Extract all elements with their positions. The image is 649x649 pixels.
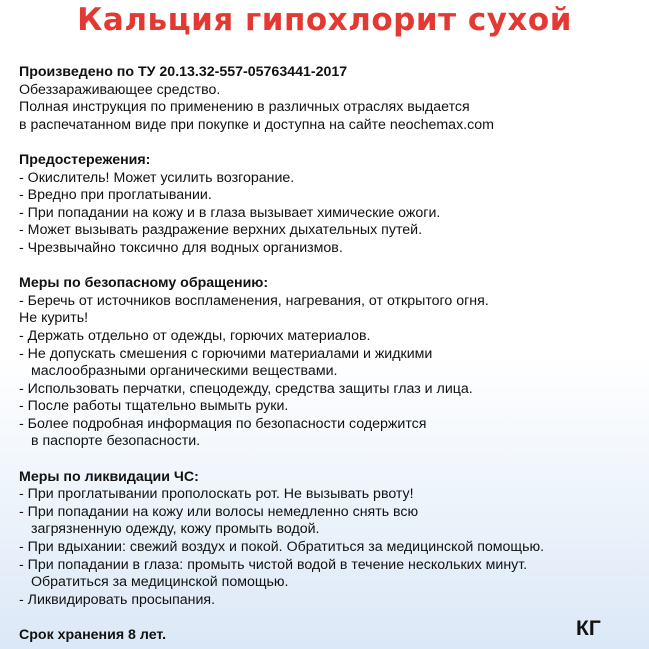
shelf-life: Срок хранения 8 лет. [19,627,167,643]
spacer [19,134,644,152]
emergency-heading: Меры по ликвидации ЧС: [19,468,199,485]
precaution-item: - Вредно при проглатывании. [19,187,212,204]
precaution-item: - При попадании на кожу и в глаза вызывает химические ожоги. [19,204,441,221]
intro-line: Полная инструкция по применению в различных отраслях выдается [19,99,470,116]
unit-kg-label: КГ [576,617,601,640]
product-title: Кальция гипохлорит сухой [77,2,572,38]
spacer [19,451,644,469]
safe-handling-line: маслообразными органическими веществами. [31,363,338,380]
safe-handling-line: - Держать отдельно от одежды, горючих материалов. [19,327,371,344]
spacer [19,609,644,627]
precaution-item: - Чрезвычайно токсично для водных организмов. [19,239,343,256]
safe-handling-line: Не курить! [19,310,89,327]
emergency-line: - Ликвидировать просыпания. [19,591,216,608]
precaution-item: - Может вызывать раздражение верхних дыхательных путей. [19,222,423,239]
emergency-line: - При вдыхании: свежий воздух и покой. Обратиться за медицинской помощью. [19,539,545,556]
label-body [19,64,644,645]
produced-spec: Произведено по ТУ 20.13.32-557-05763441-2017 [19,64,348,80]
emergency-line: Обратиться за медицинской помощью. [31,574,289,591]
safe-handling-line: - Беречь от источников воспламенения, нагревания, от открытого огня. [19,292,489,309]
intro-line: Обеззараживающее средство. [19,81,221,98]
precautions-heading: Предостережения: [19,151,151,168]
safe-handling-heading: Меры по безопасному обращению: [19,275,269,292]
emergency-line: - При попадании на кожу или волосы немедленно снять всю [19,503,419,520]
precaution-item: - Окислитель! Может усилить возгорание. [19,169,295,186]
emergency-line: - При попадании в глаза: промыть чистой водой в течение нескольких минут. [19,556,528,573]
spacer [19,258,644,276]
intro-line: в распечатанном виде при покупке и доступна на сайте neochemax.com [19,116,494,133]
safe-handling-line: - Использовать перчатки, спецодежду, средства защиты глаз и лица. [19,380,473,397]
emergency-line: загрязненную одежду, кожу промыть водой. [31,521,320,538]
safe-handling-line: - Более подробная информация по безопасности содержится [19,415,427,432]
safe-handling-line: - Не допускать смешения с горючими материалами и жидкими [19,345,433,362]
emergency-line: - При проглатывании прополоскать рот. Не вызывать рвоту! [19,486,414,503]
safe-handling-line: - После работы тщательно вымыть руки. [19,398,289,415]
safe-handling-line: в паспорте безопасности. [31,433,201,450]
